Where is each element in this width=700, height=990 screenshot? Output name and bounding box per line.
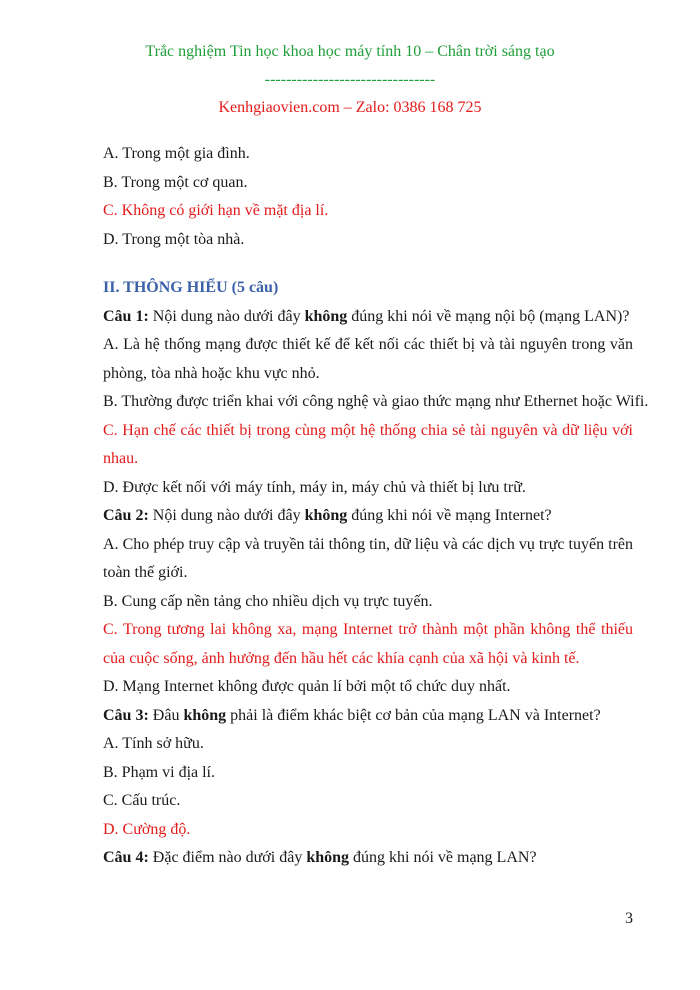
question-1-stem-pre: Nội dung nào dưới đây (148, 307, 305, 325)
question-2-option-a: A. Cho phép truy cập và truyền tải thông tin, dữ liệu và các dịch vụ trực tuyến trên toàn thế giới. (103, 535, 633, 581)
question-4-stem (103, 844, 633, 873)
question-3-stem (103, 702, 633, 731)
question-2-option-b: B. Cung cấp nền tảng cho nhiều dịch vụ trực tuyến. (103, 592, 433, 610)
question-4-stem-emphasis: không (306, 849, 350, 866)
question-1-stem-post: đúng khi nói về mạng nội bộ (mạng LAN)? (347, 307, 630, 325)
question-3-option-b: B. Phạm vi địa lí. (103, 763, 215, 781)
question-4-stem-pre: Đặc điểm nào dưới đây (148, 849, 307, 866)
question-3-option-a: A. Tính sở hữu. (103, 735, 204, 752)
question-3-stem-emphasis: không (183, 706, 227, 724)
question-1-option-b: B. Thường được triển khai với công nghệ và giao thức mạng như Ethernet hoặc Wifi. (103, 393, 649, 410)
question-2-label: Câu 2: (103, 507, 149, 524)
question-2-option-d: D. Mạng Internet không được quản lí bởi một tổ chức duy nhất. (103, 678, 511, 695)
header-contact: Kenhgiaovien.com – Zalo: 0386 168 725 (218, 99, 482, 116)
question-3-option-c: C. Cấu trúc. (103, 792, 181, 809)
page-number: 3 (625, 910, 633, 927)
page-header (0, 38, 700, 122)
prev-option-c-answer: C. Không có giới hạn về mặt địa lí. (103, 202, 329, 219)
document-body (103, 140, 649, 873)
header-divider: -------------------------------- (264, 71, 436, 88)
question-3-label: Câu 3: (103, 706, 149, 724)
question-2-stem-post: đúng khi nói về mạng Internet? (347, 507, 552, 524)
question-1-label: Câu 1: (103, 307, 149, 325)
question-2-stem (103, 502, 633, 531)
section-title: II. THÔNG HIỂU (5 câu) (103, 279, 279, 296)
question-1-option-c-answer: C. Hạn chế các thiết bị trong cùng một hệ thống chia sẻ tài nguyên và dữ liệu với nhau. (103, 421, 633, 467)
question-2-option-c-answer: C. Trong tương lai không xa, mạng Internet trở thành một phần không thể thiếu của cuộc sống, ảnh hưởng đến hầu hết các khía cạnh của xã hội và kinh tế. (103, 621, 633, 667)
question-4-stem-post: đúng khi nói về mạng LAN? (349, 849, 537, 866)
question-1-stem-emphasis: không (304, 307, 348, 325)
question-2-stem-emphasis: không (304, 507, 348, 524)
prev-option-a: A. Trong một gia đình. (103, 145, 250, 162)
header-title: Trắc nghiệm Tin học khoa học máy tính 10 – Chân trời sáng tạo (145, 43, 555, 60)
prev-option-b: B. Trong một cơ quan. (103, 173, 248, 191)
question-4-label: Câu 4: (103, 849, 149, 866)
prev-option-d: D. Trong một tòa nhà. (103, 230, 245, 248)
question-1-option-d: D. Được kết nối với máy tính, máy in, máy chủ và thiết bị lưu trữ. (103, 478, 526, 496)
question-2-stem-pre: Nội dung nào dưới đây (148, 507, 305, 524)
question-1-stem (103, 303, 633, 332)
question-1-option-a: A. Là hệ thống mạng được thiết kế để kết nối các thiết bị và tài nguyên trong văn phòng, tòa nhà hoặc khu vực nhỏ. (103, 336, 633, 382)
question-3-stem-pre: Đâu (148, 706, 184, 724)
question-3-option-d-answer: D. Cường độ. (103, 820, 191, 838)
question-3-stem-post: phải là điểm khác biệt cơ bản của mạng LAN và Internet? (226, 706, 601, 724)
